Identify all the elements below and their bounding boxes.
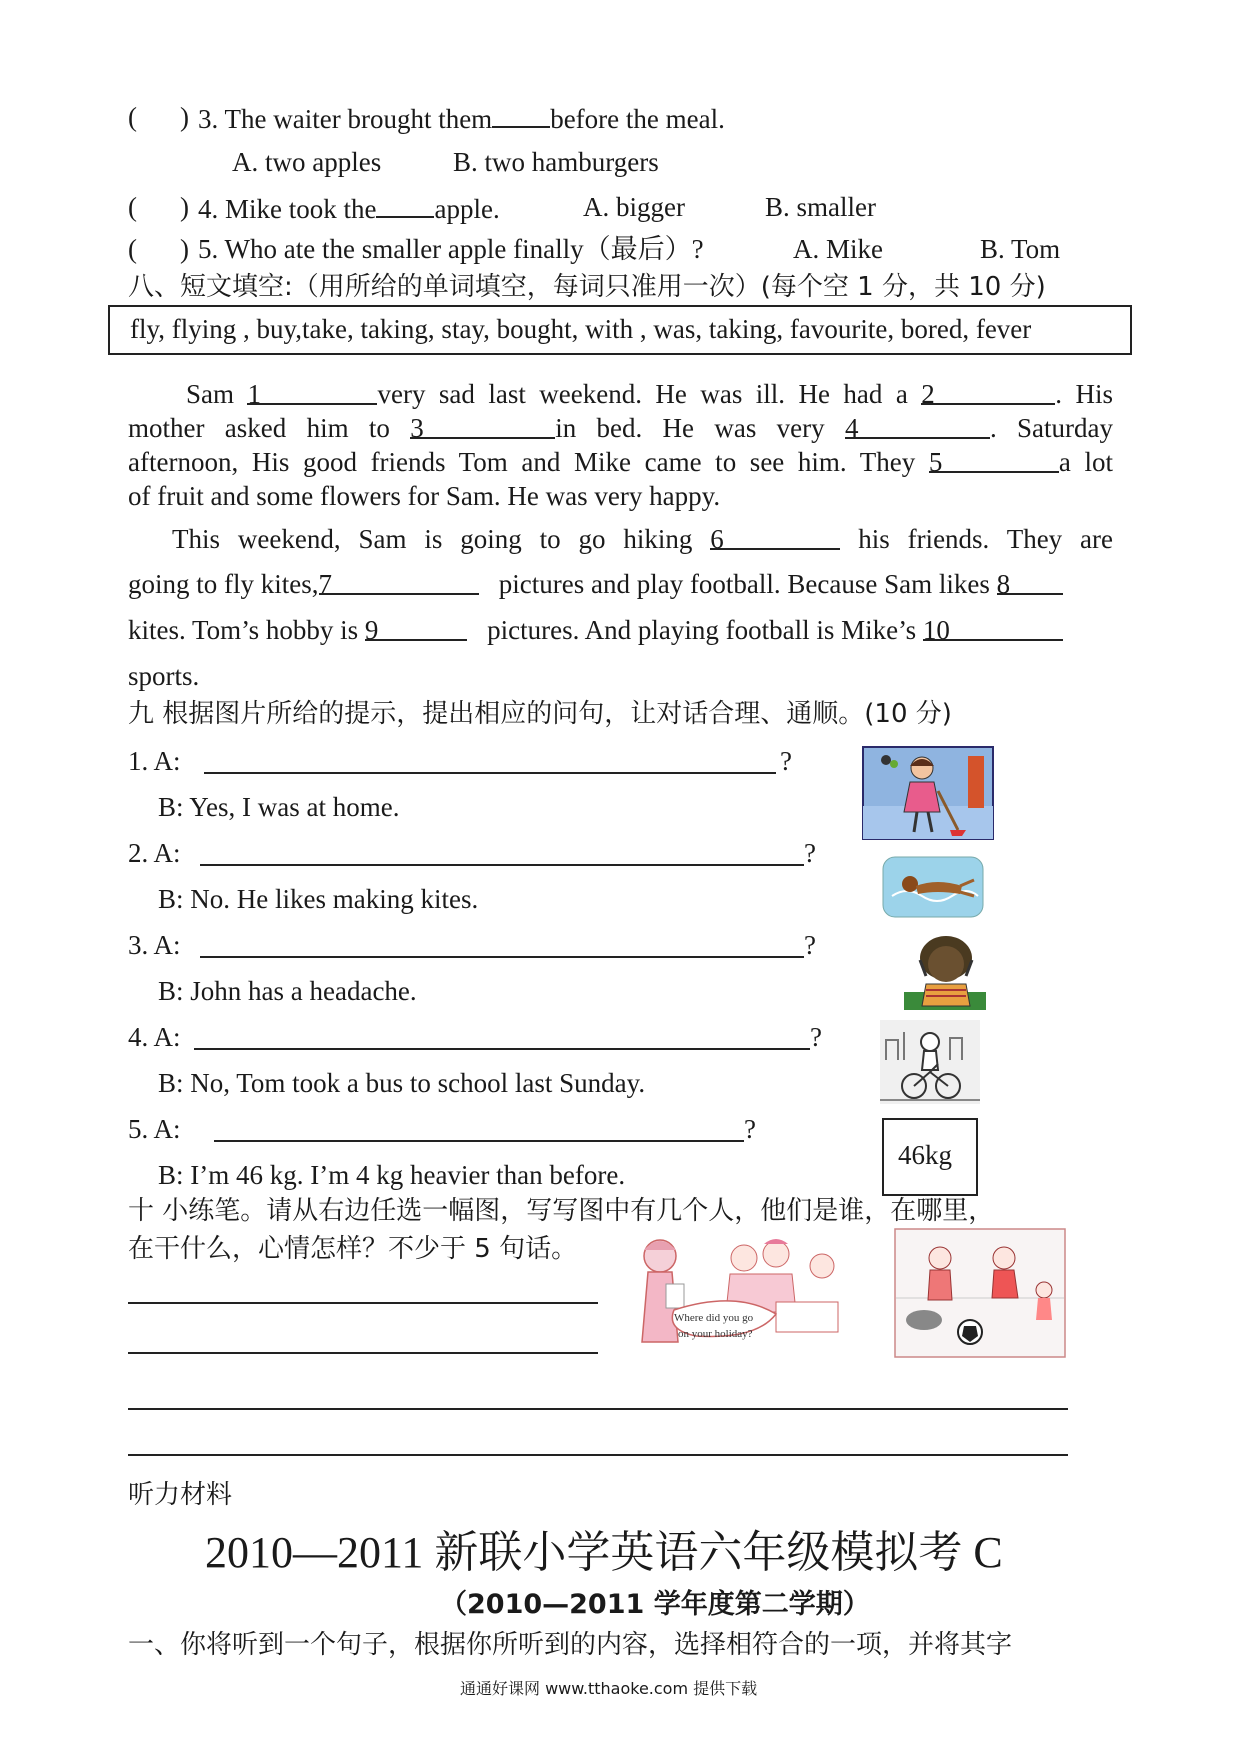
q3-paren: ( — [128, 102, 137, 132]
passage2-line-2: going to fly kites,7 pictures and play football. Because Sam likes 8 — [128, 567, 1063, 601]
dialog3-answer-line — [200, 956, 804, 958]
q4-paren: ( — [128, 192, 137, 222]
q3-option-b: B. two hamburgers — [453, 147, 659, 177]
passage-line-2: mother asked him to 3 in bed. He was very 4 . Saturday — [128, 413, 1113, 443]
writing-line-1 — [128, 1302, 598, 1304]
headache-boy-picture — [896, 932, 994, 1012]
listening-subtitle: （2010—2011 学年度第二学期） — [440, 1589, 870, 1620]
blank-2: 2 — [921, 379, 935, 409]
blank-6: 6 — [710, 524, 724, 554]
q5-text: 5. Who ate the smaller apple finally（最后）? — [198, 234, 704, 264]
dialog1-a-label: 1. A: — [128, 746, 181, 776]
dialog4-a-label: 4. A: — [128, 1022, 181, 1052]
football-picture — [894, 1228, 1066, 1358]
q4-option-b: B. smaller — [765, 192, 876, 222]
speech-bubble-line-2: on your holiday? — [678, 1328, 753, 1340]
passage-line-4: of fruit and some flowers for Sam. He was very happy. — [128, 481, 721, 511]
listening-label: 听力材料 — [128, 1480, 233, 1510]
passage2-line-3: kites. Tom’s hobby is 9 pictures. And playing football is Mike’s 10 — [128, 613, 1063, 647]
dialog5-a-label: 5. A: — [128, 1114, 181, 1144]
word-bank: fly, flying , buy,take, taking, stay, bought, with , was, taking, favourite, bored, fever — [130, 314, 1032, 344]
q3-paren-close: ) — [180, 102, 189, 132]
dialog3-question-mark: ? — [804, 930, 816, 960]
passage-line-1: Sam 1 very sad last weekend. He was ill. He had a 2 . His — [186, 379, 1114, 409]
footer-text: 通通好课网 www.tthaoke.com 提供下载 — [460, 1679, 758, 1698]
swimming-boy-picture — [882, 856, 984, 918]
dialog5-answer-line — [214, 1140, 744, 1142]
blank-4: 4 — [844, 413, 859, 443]
writing-line-4 — [128, 1454, 1068, 1456]
blank-8: 8 — [996, 569, 1011, 599]
q4-text: 4. Mike took the apple. — [198, 190, 500, 226]
q3-text: 3. The waiter brought them before the meal. — [198, 100, 725, 136]
writing-line-3 — [128, 1408, 1068, 1410]
listening-section-1: 一、你将听到一个句子，根据你所听到的内容，选择相符合的一项，并将其字 — [128, 1630, 1013, 1660]
dialog4-answer-line — [194, 1048, 810, 1050]
section10-heading-line-1: 十 小练笔。请从右边任选一幅图，写写图中有几个人，他们是谁，在哪里， — [128, 1196, 995, 1226]
dialog2-b: B: No. He likes making kites. — [158, 884, 479, 914]
weight-box — [882, 1118, 978, 1196]
weight-label: 46kg — [898, 1140, 952, 1170]
blank-5: 5 — [928, 447, 943, 477]
blank-3: 3 — [410, 413, 424, 443]
section9-heading: 九 根据图片所给的提示，提出相应的问句，让对话合理、通顺。(10 分) — [128, 699, 952, 729]
dialog2-a-label: 2. A: — [128, 838, 181, 868]
dialog5-b: B: I’m 46 kg. I’m 4 kg heavier than before. — [158, 1160, 626, 1190]
word-bank-box — [108, 305, 1132, 355]
classroom-picture — [626, 1232, 844, 1362]
q5-paren: ( — [128, 234, 137, 264]
dialog4-question-mark: ? — [810, 1022, 822, 1052]
q5-option-b: B. Tom — [980, 234, 1061, 264]
dialog4-b: B: No, Tom took a bus to school last Sunday. — [158, 1068, 646, 1098]
dialog2-question-mark: ? — [804, 838, 816, 868]
q3-option-a: A. two apples — [232, 147, 382, 177]
dialog2-answer-line — [200, 864, 804, 866]
blank-10: 10 — [922, 615, 950, 645]
speech-bubble-line-1: Where did you go — [674, 1312, 754, 1324]
blank-9: 9 — [364, 615, 379, 645]
dialog3-a-label: 3. A: — [128, 930, 181, 960]
dialog1-answer-line — [204, 772, 776, 774]
passage2-line-1: This weekend, Sam is going to go hiking 6 his friends. They are — [172, 524, 1114, 554]
passage2-line-4: sports. — [128, 661, 200, 691]
q4-option-a: A. bigger — [583, 192, 685, 222]
boy-riding-bike-picture — [880, 1020, 980, 1104]
q5-option-a: A. Mike — [793, 234, 883, 264]
girl-sweeping-picture — [862, 746, 994, 840]
blank-7: 7 — [318, 569, 332, 599]
q4-paren-close: ) — [180, 192, 189, 222]
section10-heading-line-2: 在干什么，心情怎样？不少于 5 句话。 — [128, 1234, 578, 1264]
blank-1: 1 — [247, 379, 261, 409]
q5-paren-close: ) — [180, 234, 189, 264]
dialog3-b: B: John has a headache. — [158, 976, 417, 1006]
dialog1-question-mark: ? — [780, 746, 792, 776]
section8-heading: 八、短文填空:（用所给的单词填空，每词只准用一次）(每个空 1 分，共 10 分) — [128, 272, 1046, 302]
listening-title: 2010—2011 新联小学英语六年级模拟考 C — [205, 1528, 1003, 1577]
dialog1-b: B: Yes, I was at home. — [158, 792, 400, 822]
passage-line-3: afternoon, His good friends Tom and Mike came to see him. They 5 a lot — [128, 447, 1113, 477]
writing-line-2 — [128, 1352, 598, 1354]
dialog5-question-mark: ? — [744, 1114, 756, 1144]
